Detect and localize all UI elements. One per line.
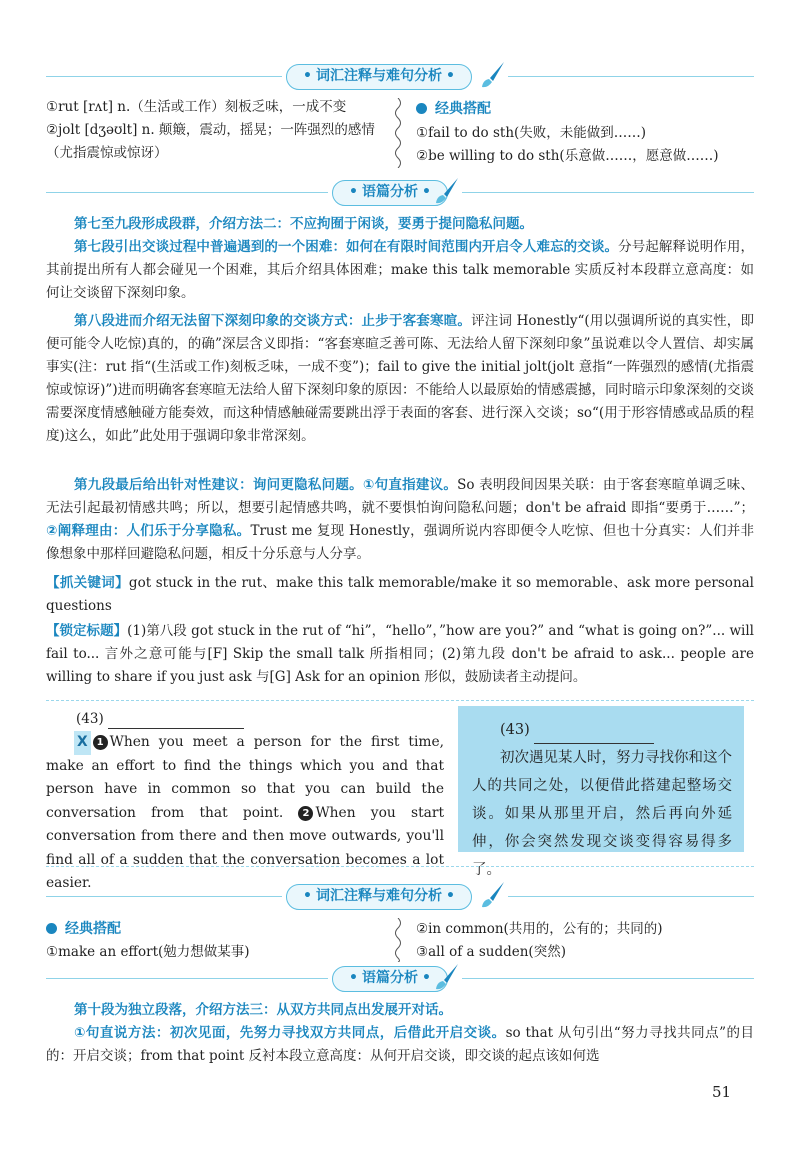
collocation-item: ②be willing to do sth(乐意做……，愿意做……) — [416, 148, 719, 164]
collocation-heading: 经典搭配 — [416, 99, 491, 119]
banner-pill: • 语篇分析 • — [332, 180, 448, 206]
brush-icon — [432, 962, 462, 992]
analysis-paragraph: 第九段最后给出针对性建议：询问更隐私问题。①句直指建议。So 表明段间因果关联：由于客套寒暄单调乏味、无法引起最初情感共鸣；所以，想要引起情感共鸣，就不要惧怕询问隐私问题；don't be afraid 即指“要勇于……”；②阐释理由：人们乐于分享隐私。Trust me 复现 Honestly，强调所说内容即便令人吃惊、但也十分真实：人们并非像想象中那样回避隐私问题，相反十分乐意与人分享。 — [46, 477, 755, 562]
analysis-paragraph: 第八段进而介绍无法留下深刻印象的交谈方式：止步于客套寒暄。评注词 Honestly“(用以强调所说的真实性，即便可能令人吃惊)真的，的确”深层含义即指：“客套寒暄乏善可陈、无法给人留下深刻印象”虽说难以令人置信、却实属事实(注：rut 指“(生活或工作)刻板乏味，一成不变”)；fail to give the initial jolt(jolt 意指“一阵强烈的感情(尤指震惊或惊讶)”)进而明确客套寒暄无法给人留下深刻印象的原因：不能给人以最原始的情感震撼，同时暗示印象深刻的交谈需要深度情感触碰方能奏效，而这种情感触碰需要跳出浮于表面的客套、进行深入交谈；so“(用于形容情感或品质的程度)这么，如此”此处用于强调印象非常深刻。 — [46, 313, 754, 444]
vocab-banner-2 — [0, 884, 800, 910]
vocab-item-jolt: ②jolt [dʒəʊlt] n. 颠簸，震动，摇晃；一阵强烈的感情 — [46, 122, 375, 138]
translation-text: 初次遇见某人时，努力寻找你和这个人的共同之处，以便借此搭建起整场交谈。如果从那里开启，然后再向外延伸，你会突然发现交谈变得容易得多了。 — [472, 750, 732, 878]
analysis-banner-2 — [0, 966, 800, 992]
collocation-item: ②in common(共用的，公有的；共同的) — [416, 921, 663, 937]
keywords-paragraph: 【抓关键词】got stuck in the rut、make this talk memorable/make it so memorable、ask more personal questions — [46, 575, 755, 614]
analysis-paragraph: 第十段为独立段落，介绍方法三：从双方共同点出发展开对话。 — [74, 1002, 452, 1018]
collocation-item: ①fail to do sth(失败，未能做到……) — [416, 125, 647, 141]
question-sentences: X 1 When you meet a person for the first time, make an effort to find the things which you and that person have in common so that you can build the conversation from that point. 2 When you start conversation from there and then move outwards, you'll find all of a sudden that the conversation becomes a lot easier. — [46, 731, 444, 896]
banner-title: 词汇注释与难句分析 — [315, 68, 442, 84]
question-number: (43) — [76, 709, 244, 729]
analysis-banner-1 — [0, 180, 800, 206]
brush-icon — [478, 880, 508, 910]
analysis-paragraph: 第七段引出交谈过程中普遍遇到的一个困难：如何在有限时间范围内开启令人难忘的交谈。分号起解释说明作用，其前提出所有人都会碰见一个困难，其后介绍具体困难；make this talk memorable 实质反衬本段群立意高度：如何让交谈留下深刻印象。 — [46, 239, 755, 301]
x-marker: X — [74, 731, 91, 755]
vocab-item-jolt-note: （尤指震惊或惊讶） — [46, 145, 168, 161]
banner-pill: • 词汇注释与难句分析 • — [286, 64, 472, 90]
divider-wave — [392, 918, 404, 962]
collocation-item: ③all of a sudden(突然) — [416, 944, 566, 960]
banner-title: 词汇注释与难句分析 — [315, 888, 442, 904]
sentence-number-1: 1 — [93, 735, 108, 750]
banner-pill: • 词汇注释与难句分析 • — [286, 884, 472, 910]
banner-title: 语篇分析 — [361, 970, 418, 986]
divider-wave — [392, 98, 404, 168]
brush-icon — [478, 60, 508, 90]
brush-icon — [432, 176, 462, 206]
sentence-number-2: 2 — [298, 806, 313, 821]
collocation-heading: 经典搭配 — [46, 919, 121, 939]
translation-number: (43) — [472, 716, 732, 744]
page-number: 51 — [712, 1083, 732, 1101]
vocab-item-rut: ①rut [rʌt] n.（生活或工作）刻板乏味，一成不变 — [46, 99, 347, 115]
answer-blank — [108, 713, 244, 729]
dashed-divider — [46, 700, 754, 701]
translation-box — [458, 706, 744, 878]
bullet-icon — [46, 923, 57, 934]
collocation-item: ①make an effort(勉力想做某事) — [46, 944, 250, 960]
banner-title: 语篇分析 — [361, 184, 418, 200]
translation-blank — [534, 728, 654, 744]
analysis-paragraph: 第七至九段形成段群，介绍方法二：不应拘囿于闲谈，要勇于提问隐私问题。 — [74, 216, 533, 232]
lock-title-paragraph: 【锁定标题】(1)第八段 got stuck in the rut of “hi”，“hello”，”how are you?” and “what is going on?”... will fail to... 言外之意可能与[F] Skip the small talk 所指相同；(2)第九段 don't be afraid to ask... people are willing to share if you just ask 与[G] Ask for an opinion 形似，鼓励读者主动提问。 — [46, 623, 754, 685]
banner-pill: • 语篇分析 • — [332, 966, 448, 992]
analysis-paragraph: ①句直说方法：初次见面，先努力寻找双方共同点，后借此开启交谈。so that 从句引出“努力寻找共同点”的目的：开启交谈；from that point 反衬本段立意高度：从何开启交谈，即交谈的起点该如何选 — [46, 1025, 754, 1064]
vocab-banner-1 — [0, 64, 800, 90]
dashed-divider — [46, 866, 754, 867]
bullet-icon — [416, 103, 427, 114]
